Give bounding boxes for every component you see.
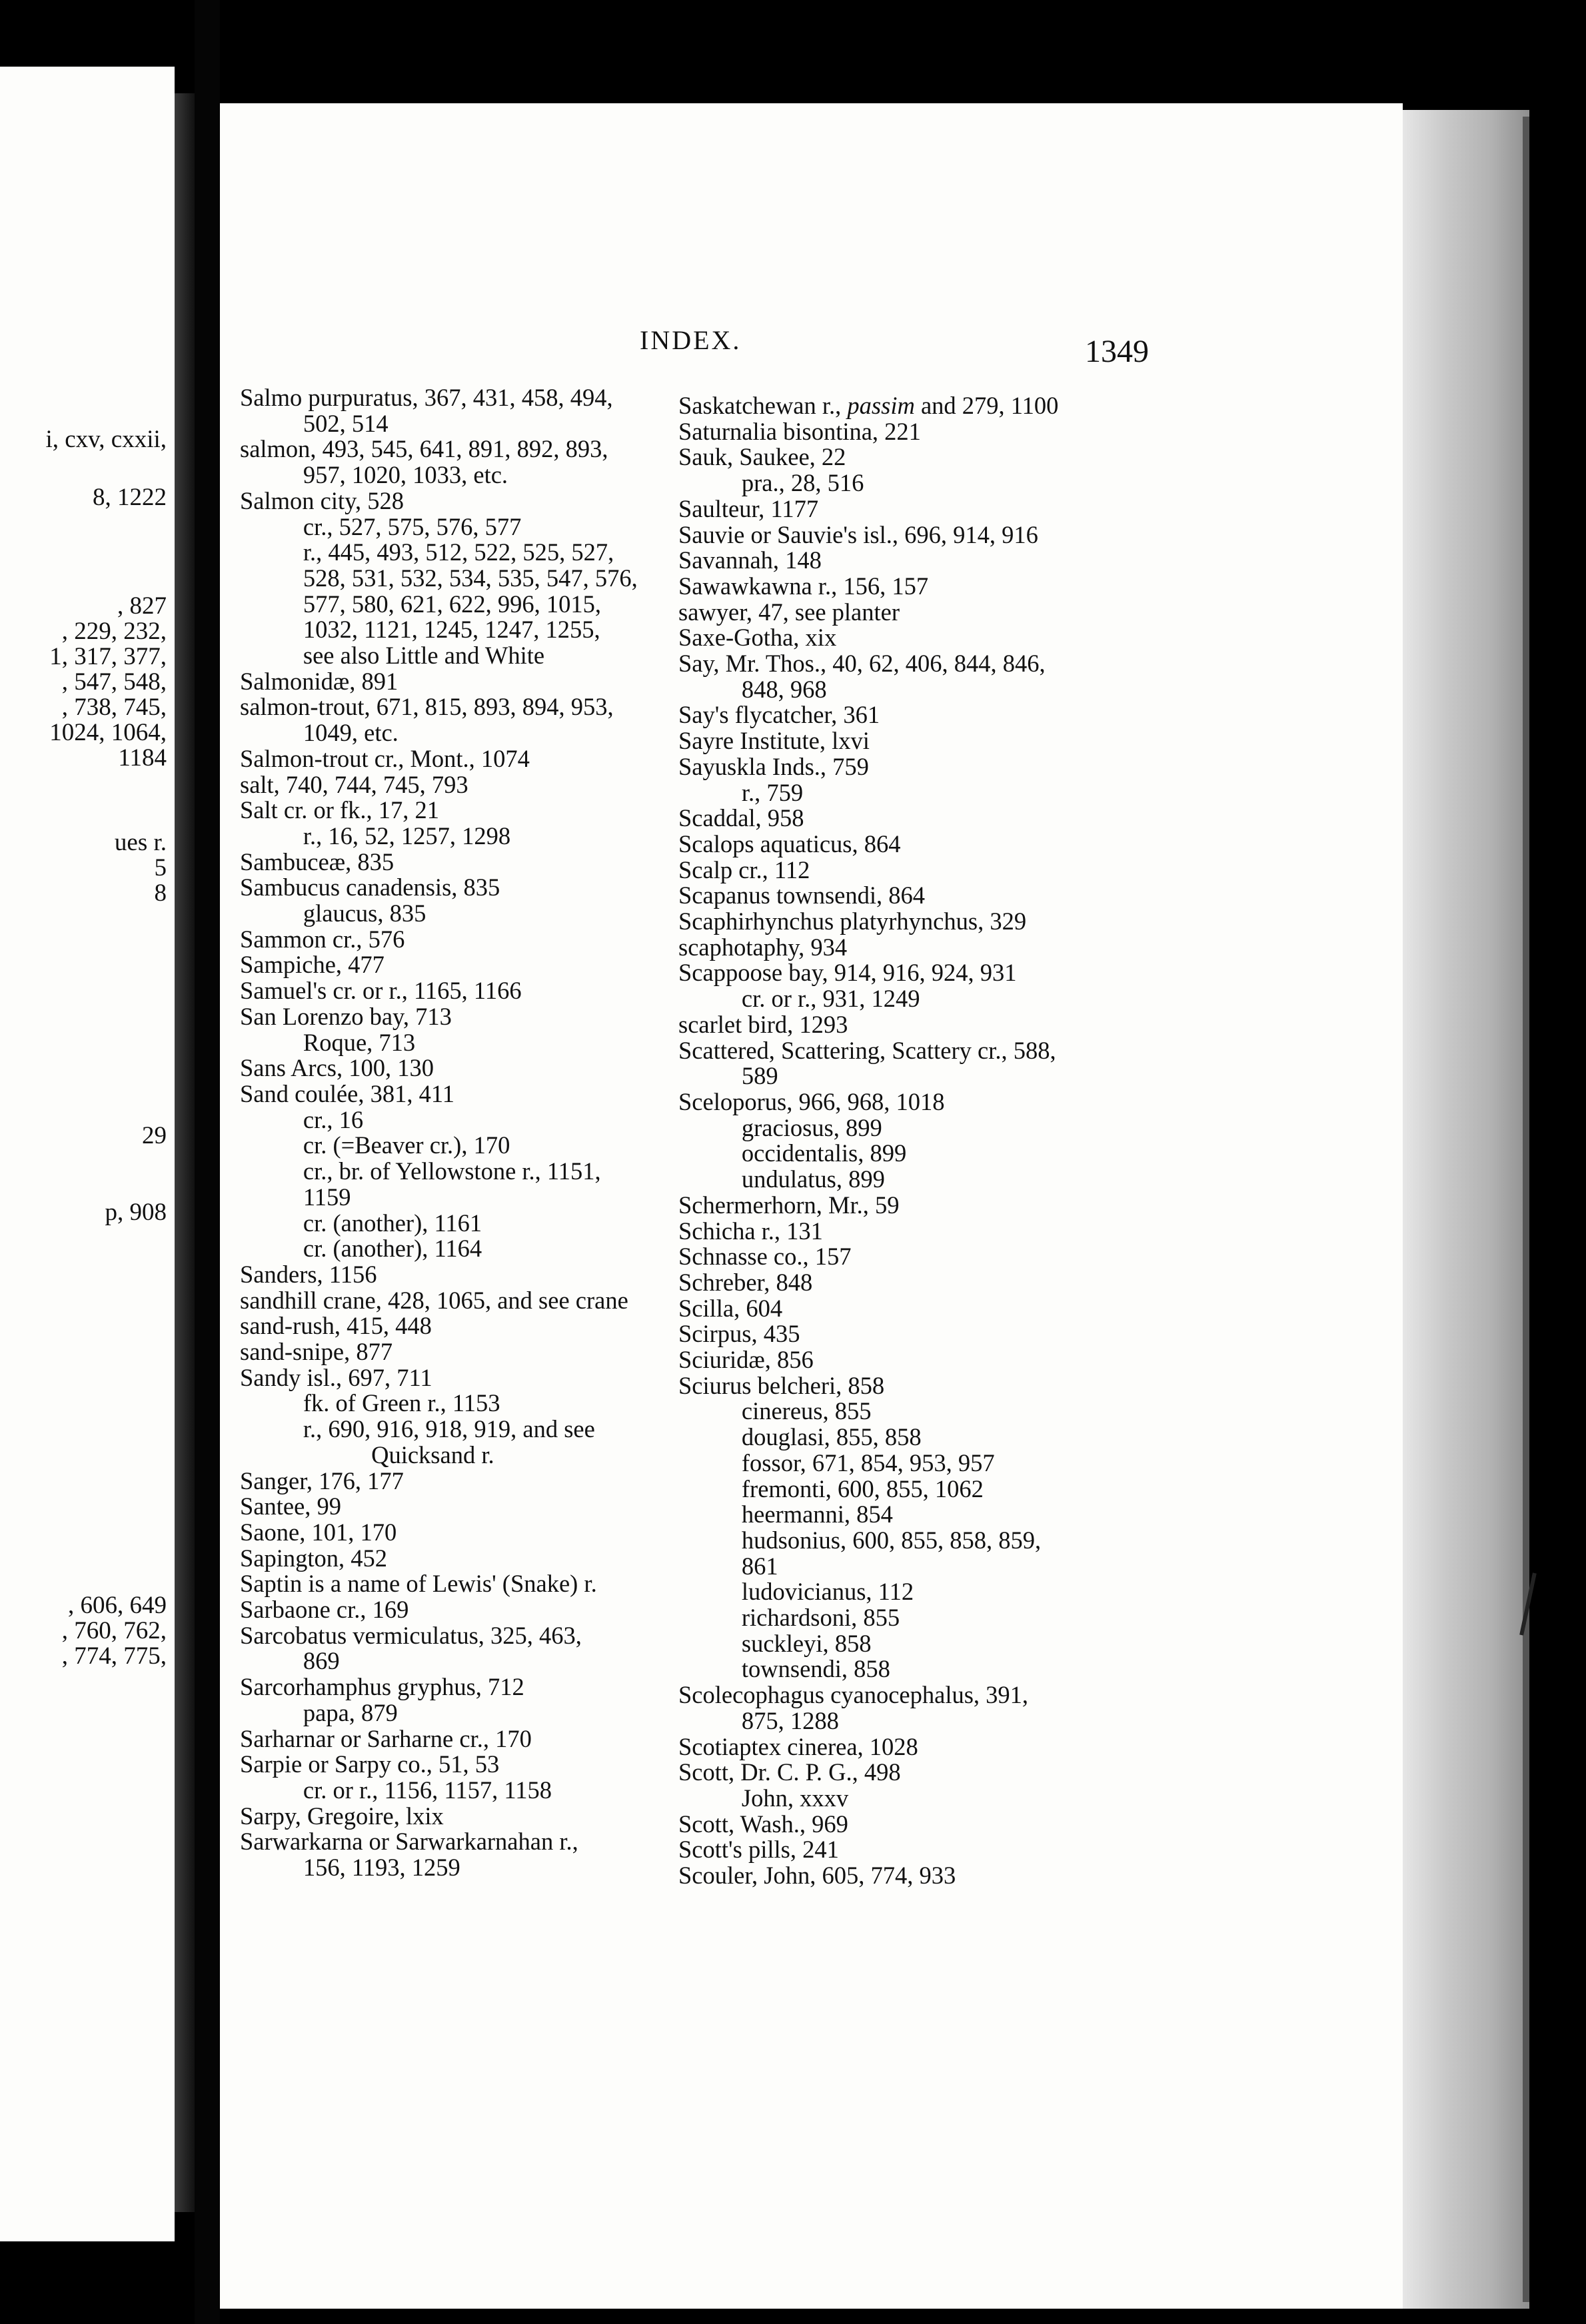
left-page-index-fragment: p, 908 [105, 1199, 167, 1226]
index-entry: graciosus, 899 [741, 1113, 882, 1141]
page-block-edge [1403, 110, 1529, 2309]
index-entry: Scott, Dr. C. P. G., 498 [678, 1758, 901, 1786]
index-entry: Sciurus belcheri, 858 [678, 1371, 885, 1399]
index-entry: Sambuceæ, 835 [240, 848, 395, 875]
index-entry: 1159 [303, 1183, 351, 1211]
index-entry: Roque, 713 [303, 1028, 416, 1056]
left-page-index-fragment: 8, 1222 [93, 484, 167, 511]
index-entry: Sawawkawna r., 156, 157 [678, 572, 929, 600]
index-entry: Sauk, Saukee, 22 [678, 443, 846, 471]
left-page-index-fragment: 8 [154, 880, 167, 907]
index-entry: cr., 16 [303, 1105, 364, 1133]
index-entry: Scaphirhynchus platyrhynchus, 329 [678, 907, 1027, 935]
index-entry: Saone, 101, 170 [240, 1518, 397, 1546]
index-entry: Santee, 99 [240, 1492, 342, 1520]
index-entry: 869 [303, 1647, 340, 1675]
index-entry: Sanger, 176, 177 [240, 1466, 404, 1494]
index-entry: salt, 740, 744, 745, 793 [240, 770, 468, 798]
index-entry: Scouler, John, 605, 774, 933 [678, 1862, 956, 1890]
index-entry: r., 445, 493, 512, 522, 525, 527, [303, 538, 614, 566]
index-entry: Sayre Institute, lxvi [678, 727, 870, 755]
index-entry: Scalp cr., 112 [678, 856, 810, 883]
index-entry: fremonti, 600, 855, 1062 [741, 1474, 984, 1502]
index-entry: undulatus, 899 [741, 1165, 885, 1193]
index-entry: Saptin is a name of Lewis' (Snake) r. [240, 1570, 597, 1598]
left-page-index-fragment: , 606, 649 [68, 1592, 167, 1619]
index-entry: 577, 580, 621, 622, 996, 1015, [303, 590, 602, 618]
index-entry: cr., br. of Yellowstone r., 1151, [303, 1157, 601, 1185]
index-entry: sand-snipe, 877 [240, 1338, 393, 1366]
index-entry: sawyer, 47, see planter [678, 598, 900, 626]
index-entry: 528, 531, 532, 534, 535, 547, 576, [303, 564, 638, 592]
index-entry: douglasi, 855, 858 [741, 1423, 922, 1451]
index-entry [678, 393, 1158, 419]
index-entry: sandhill crane, 428, 1065, and see crane [240, 1286, 628, 1314]
index-entry: salmon, 493, 545, 641, 891, 892, 893, [240, 435, 608, 463]
index-entry: heermanni, 854 [741, 1500, 893, 1528]
index-entry: cinereus, 855 [741, 1397, 872, 1425]
index-entry: r., 16, 52, 1257, 1298 [303, 822, 511, 850]
index-entry: Sciuridæ, 856 [678, 1346, 814, 1374]
index-entry: Sanders, 1156 [240, 1260, 377, 1288]
index-entry: see also Little and White [303, 642, 545, 670]
index-entry: Sand coulée, 381, 411 [240, 1079, 455, 1107]
left-page-index-fragment: , 547, 548, [61, 669, 167, 696]
index-entry: suckleyi, 858 [741, 1629, 872, 1657]
index-entry: scarlet bird, 1293 [678, 1010, 848, 1038]
left-page-index-fragment: , 774, 775, [61, 1643, 167, 1670]
index-entry: glaucus, 835 [303, 899, 426, 927]
index-entry-text: Saskatchewan r., [678, 392, 848, 419]
index-entry: Say's flycatcher, 361 [678, 701, 880, 729]
index-entry: Schnasse co., 157 [678, 1243, 852, 1271]
index-entry: Samuel's cr. or r., 1165, 1166 [240, 977, 522, 1005]
index-entry: Saxe-Gotha, xix [678, 624, 837, 652]
index-entry: Sarpie or Sarpy co., 51, 53 [240, 1750, 500, 1778]
index-entry: occidentalis, 899 [741, 1139, 907, 1167]
page-number: 1349 [1085, 334, 1149, 369]
index-entry: Sceloporus, 966, 968, 1018 [678, 1087, 945, 1115]
index-entry: Salmo purpuratus, 367, 431, 458, 494, [240, 384, 613, 411]
index-entry: Schreber, 848 [678, 1268, 813, 1296]
index-entry: 589 [741, 1062, 778, 1090]
index-entry: cr., 527, 575, 576, 577 [303, 512, 522, 540]
index-entry: 1032, 1121, 1245, 1247, 1255, [303, 616, 600, 644]
index-entry: Sarcobatus vermiculatus, 325, 463, [240, 1621, 582, 1649]
left-page-index-fragment: , 229, 232, [61, 618, 167, 645]
index-entry: r., 690, 916, 918, 919, and see [303, 1415, 595, 1443]
index-entry: 1049, etc. [303, 719, 398, 747]
index-entry: Scilla, 604 [678, 1294, 783, 1322]
index-entry: San Lorenzo bay, 713 [240, 1002, 452, 1030]
index-entry: richardsoni, 855 [741, 1604, 900, 1632]
index-entry: Sandy isl., 697, 711 [240, 1363, 432, 1391]
index-entry: ludovicianus, 112 [741, 1578, 914, 1606]
index-entry: Sarcorhamphus gryphus, 712 [240, 1673, 524, 1701]
index-entry: townsendi, 858 [741, 1655, 890, 1683]
index-entry: cr. (another), 1161 [303, 1209, 482, 1237]
index-entry: Scapanus townsendi, 864 [678, 881, 926, 909]
index-entry: Sampiche, 477 [240, 951, 385, 979]
index-entry: Sapington, 452 [240, 1544, 388, 1572]
left-page-index-fragment: 1024, 1064, [49, 720, 167, 746]
index-entry: Schermerhorn, Mr., 59 [678, 1191, 900, 1219]
index-entry: Scaddal, 958 [678, 804, 804, 832]
left-page-index-fragment: ues r. [114, 830, 167, 856]
index-entry: Scott's pills, 241 [678, 1836, 839, 1864]
index-entry: 848, 968 [741, 675, 827, 703]
index-entry: papa, 879 [303, 1698, 398, 1726]
index-entry: Sambucus canadensis, 835 [240, 873, 500, 901]
index-entry: fossor, 671, 854, 953, 957 [741, 1449, 995, 1476]
index-entry: Scirpus, 435 [678, 1320, 800, 1348]
index-entry: sand-rush, 415, 448 [240, 1312, 432, 1340]
index-entry: Sans Arcs, 100, 130 [240, 1054, 434, 1082]
index-entry: 875, 1288 [741, 1706, 839, 1734]
index-entry: John, xxxv [741, 1784, 849, 1812]
index-entry: Sarharnar or Sarharne cr., 170 [240, 1724, 532, 1752]
page-edge-shadow [1523, 117, 1529, 2302]
index-entry: Scott, Wash., 969 [678, 1810, 848, 1838]
index-entry: 156, 1193, 1259 [303, 1854, 460, 1882]
left-page-fragment [0, 67, 175, 2241]
index-entry: salmon-trout, 671, 815, 893, 894, 953, [240, 693, 614, 721]
index-entry: Salt cr. or fk., 17, 21 [240, 796, 440, 824]
index-entry: fk. of Green r., 1153 [303, 1389, 500, 1417]
index-entry: 502, 514 [303, 409, 389, 437]
index-entry: 861 [741, 1552, 778, 1580]
running-head: INDEX. [640, 325, 742, 355]
left-page-index-fragment: , 760, 762, [61, 1618, 167, 1644]
index-entry: pra., 28, 516 [741, 469, 864, 497]
index-entry: Scappoose bay, 914, 916, 924, 931 [678, 959, 1017, 987]
index-entry: Scolecophagus cyanocephalus, 391, [678, 1681, 1029, 1709]
index-entry: Sammon cr., 576 [240, 925, 405, 953]
index-entry: Say, Mr. Thos., 40, 62, 406, 844, 846, [678, 650, 1046, 678]
index-entry: cr. or r., 931, 1249 [741, 985, 920, 1013]
left-page-index-fragment: 29 [142, 1123, 167, 1149]
index-entry: Sarbaone cr., 169 [240, 1596, 409, 1624]
index-entry: Sarpy, Gregoire, lxix [240, 1802, 444, 1830]
index-entry: Salmon-trout cr., Mont., 1074 [240, 744, 530, 772]
index-entry: Savannah, 148 [678, 546, 822, 574]
left-page-index-fragment: , 738, 745, [61, 694, 167, 721]
index-entry-italic: passim [847, 392, 915, 419]
index-entry: Salmon city, 528 [240, 486, 404, 514]
index-entry: Scotiaptex cinerea, 1028 [678, 1732, 918, 1760]
index-entry: Scattered, Scattering, Scattery cr., 588, [678, 1036, 1056, 1064]
left-page-index-fragment: 1184 [118, 745, 167, 772]
left-page-index-fragment: 1, 317, 377, [49, 644, 167, 670]
index-entry: cr. (=Beaver cr.), 170 [303, 1131, 510, 1159]
book-gutter [195, 0, 220, 2324]
index-entry: r., 759 [741, 778, 804, 806]
index-entry: hudsonius, 600, 855, 858, 859, [741, 1526, 1042, 1554]
index-entry: cr. (another), 1164 [303, 1235, 482, 1263]
left-page-shadow [175, 93, 195, 2212]
index-entry: Schicha r., 131 [678, 1217, 823, 1245]
index-entry: Salmonidæ, 891 [240, 667, 398, 695]
index-entry: Sauvie or Sauvie's isl., 696, 914, 916 [678, 520, 1038, 548]
index-entry: Saturnalia bisontina, 221 [678, 417, 921, 445]
index-entry: Quicksand r. [371, 1441, 494, 1468]
index-entry: Saulteur, 1177 [678, 494, 819, 522]
index-entry: Sayuskla Inds., 759 [678, 752, 869, 780]
index-entry: scaphotaphy, 934 [678, 933, 848, 961]
index-entry: Sarwarkarna or Sarwarkarnahan r., [240, 1828, 578, 1856]
index-entry: 957, 1020, 1033, etc. [303, 461, 508, 489]
left-page-index-fragment: i, cxv, cxxii, [45, 426, 167, 453]
index-column-left [240, 385, 686, 1881]
left-page-index-fragment: , 827 [117, 593, 167, 620]
index-entry: cr. or r., 1156, 1157, 1158 [303, 1776, 552, 1804]
index-column-right [678, 393, 1158, 1889]
left-page-index-fragment: 5 [154, 855, 167, 881]
index-entry-text: and 279, 1100 [914, 392, 1059, 419]
index-entry: Scalops aquaticus, 864 [678, 830, 901, 858]
